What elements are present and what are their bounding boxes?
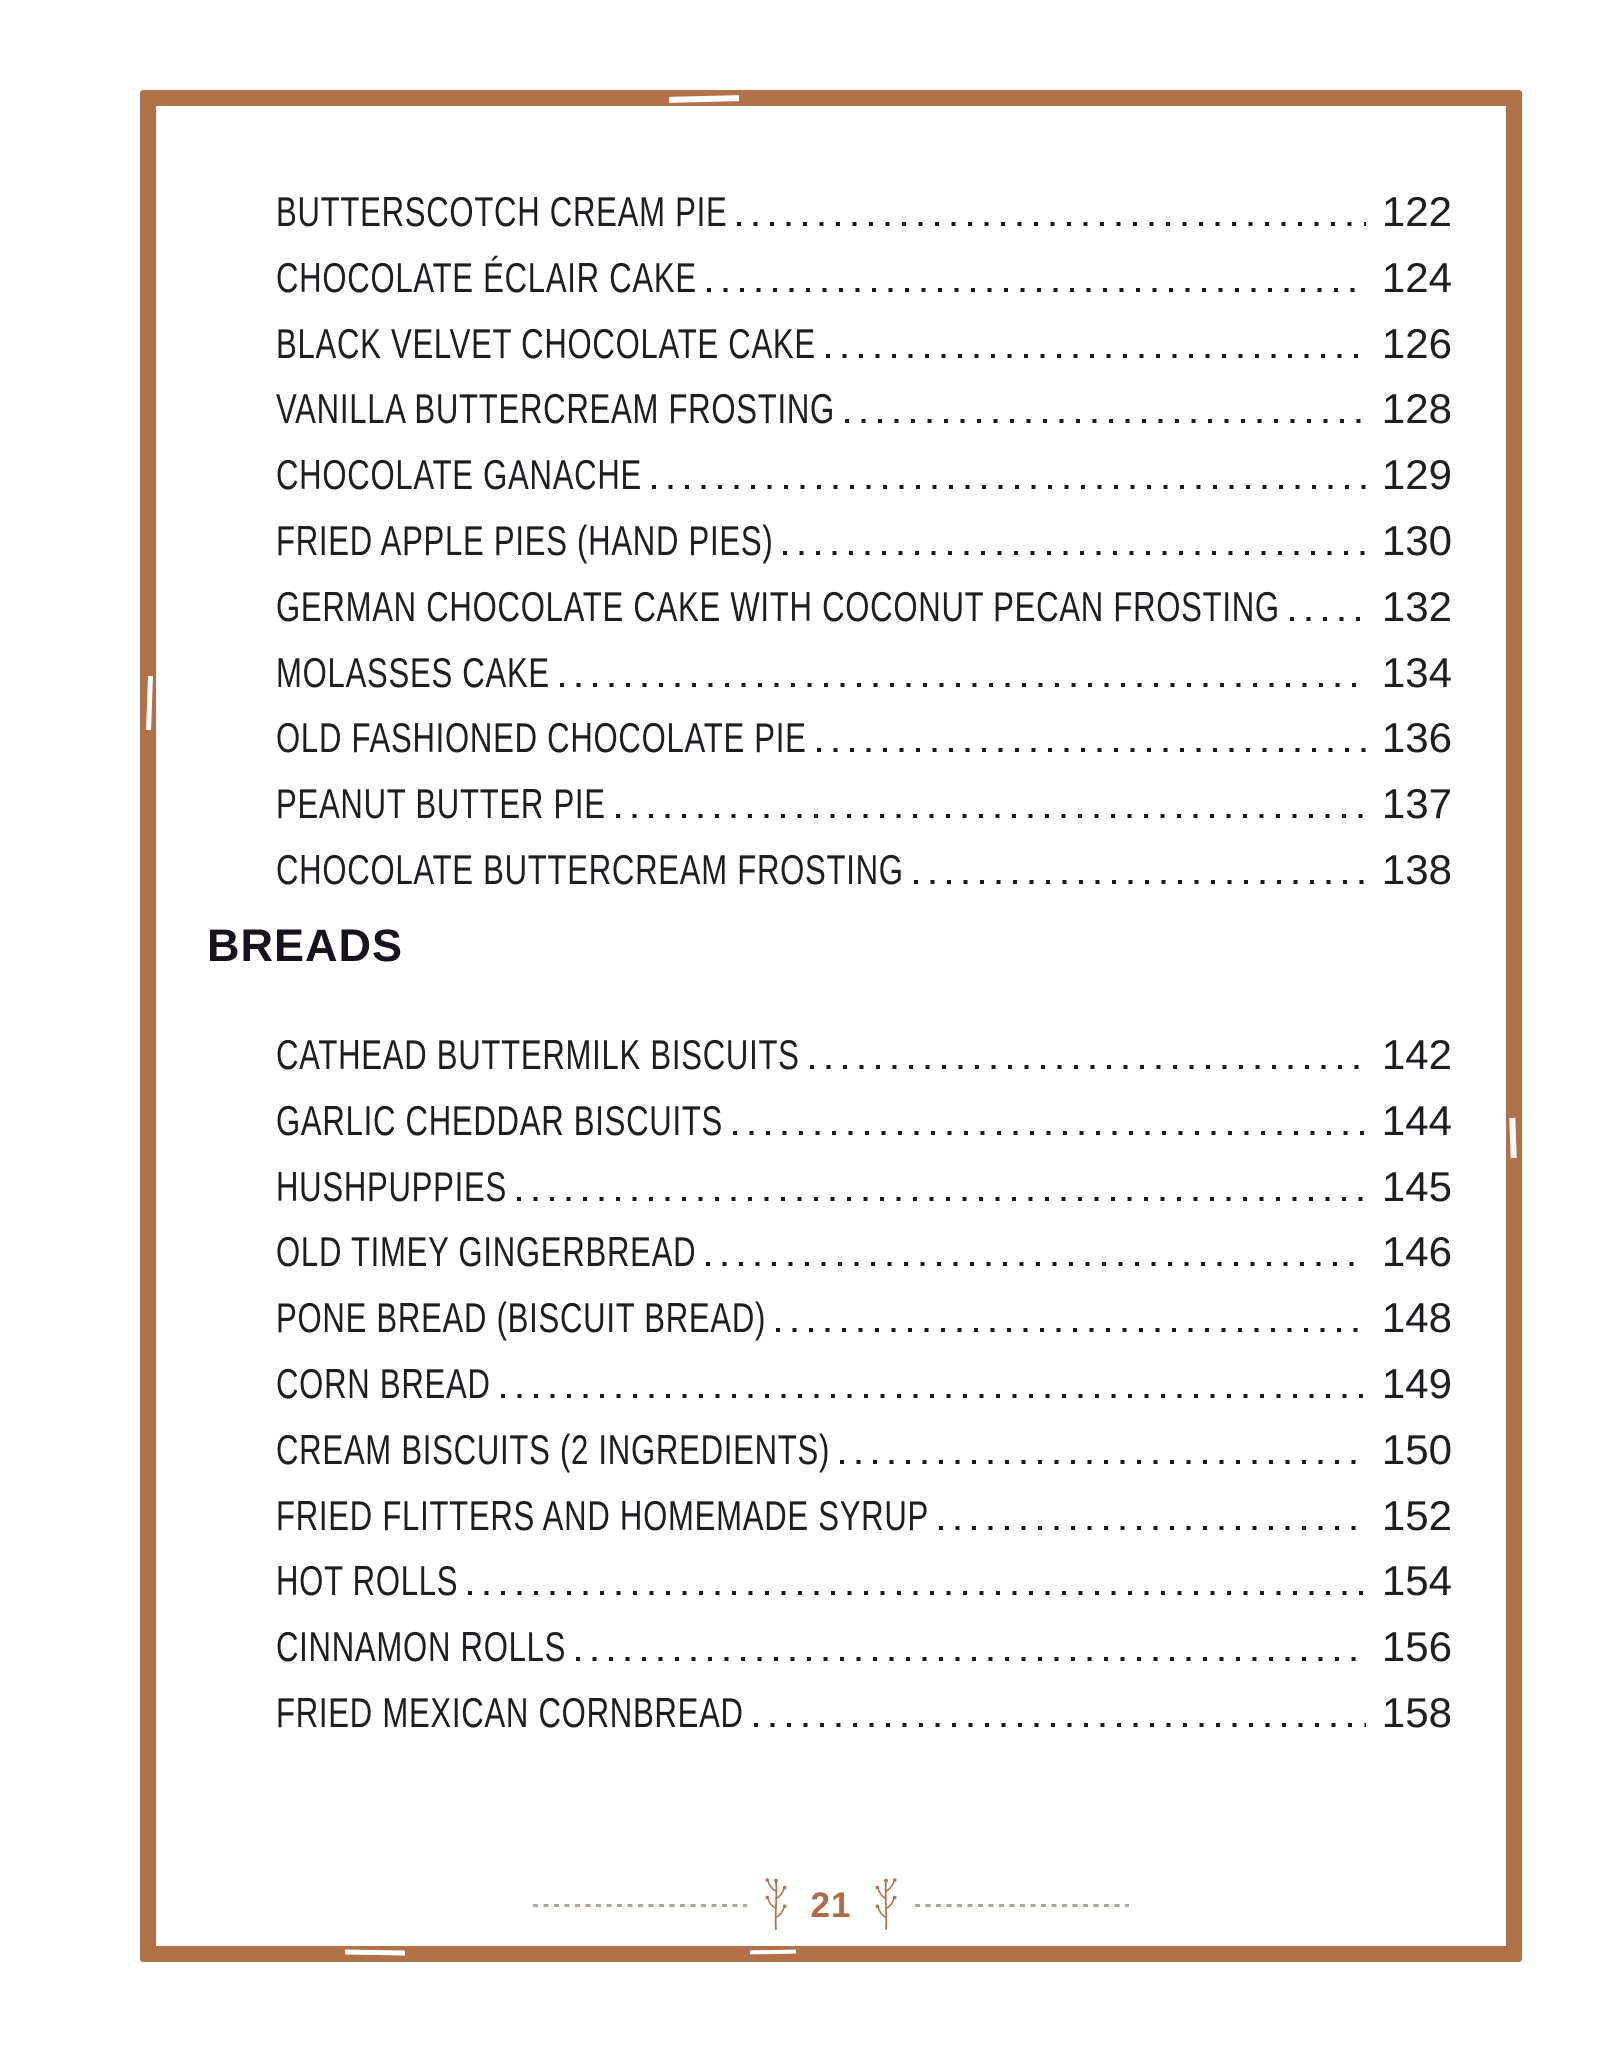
toc-entry-page-number: 148 — [1381, 1294, 1452, 1342]
footer-dash-right — [915, 1904, 1129, 1907]
toc-entry[interactable] — [276, 1088, 1452, 1154]
toc-entry[interactable] — [276, 508, 1452, 574]
toc-entry-title: CREAM BISCUITS (2 INGREDIENTS) — [276, 1425, 831, 1473]
toc-entry-title: MOLASSES CAKE — [276, 648, 550, 696]
toc-entry-title: OLD TIMEY GINGERBREAD — [276, 1228, 697, 1276]
toc-entry[interactable] — [276, 1614, 1452, 1680]
toc-entry-title: PEANUT BUTTER PIE — [276, 780, 606, 828]
border-gap — [1509, 1118, 1516, 1158]
toc-entry-title: FRIED MEXICAN CORNBREAD — [276, 1688, 744, 1736]
toc-entry-page-number: 132 — [1381, 582, 1452, 630]
toc-entry-title: GERMAN CHOCOLATE CAKE WITH COCONUT PECAN FROSTING — [276, 582, 1280, 630]
toc-entry-page-number: 130 — [1381, 516, 1452, 564]
toc-entry-page-number: 137 — [1381, 780, 1452, 828]
toc-entry-page-number: 152 — [1381, 1491, 1452, 1539]
toc-entry[interactable] — [276, 771, 1452, 837]
dot-leader — [1290, 617, 1366, 621]
toc-entry[interactable] — [276, 1154, 1452, 1220]
dot-leader — [776, 1328, 1366, 1332]
dot-leader — [501, 1394, 1366, 1398]
toc-entry-title: VANILLA BUTTERCREAM FROSTING — [276, 385, 835, 433]
toc-entry[interactable] — [276, 179, 1452, 245]
page-footer — [140, 1877, 1522, 1933]
toc-entry-page-number: 146 — [1381, 1228, 1452, 1276]
toc-entry[interactable] — [276, 837, 1452, 903]
toc-entry-title: OLD FASHIONED CHOCOLATE PIE — [276, 714, 807, 762]
toc-entry-title: CHOCOLATE ÉCLAIR CAKE — [276, 253, 697, 301]
page-number: 21 — [810, 1885, 852, 1925]
dot-leader — [652, 485, 1366, 489]
toc-entry-title: FRIED APPLE PIES (HAND PIES) — [276, 516, 774, 564]
section-heading-breads: BREADS — [207, 920, 404, 971]
toc-entry-page-number: 136 — [1381, 714, 1452, 762]
toc-entry-title: BUTTERSCOTCH CREAM PIE — [276, 188, 728, 235]
toc-section-desserts — [276, 179, 1452, 903]
dot-leader — [783, 551, 1366, 555]
dot-leader — [468, 1591, 1366, 1595]
dot-leader — [826, 354, 1366, 358]
toc-entry-page-number: 144 — [1381, 1096, 1452, 1144]
toc-section-breads — [276, 1022, 1452, 1746]
toc-entry-title: CINNAMON ROLLS — [276, 1623, 567, 1671]
dot-leader — [576, 1657, 1366, 1661]
dot-leader — [517, 1197, 1366, 1201]
dot-leader — [560, 683, 1366, 687]
dot-leader — [707, 288, 1366, 292]
border-gap — [146, 676, 153, 730]
toc-entry[interactable] — [276, 1483, 1452, 1549]
toc-entry-page-number: 138 — [1381, 845, 1452, 893]
toc-entry[interactable] — [276, 376, 1452, 442]
toc-entry-title: CHOCOLATE BUTTERCREAM FROSTING — [276, 845, 904, 893]
dot-leader — [840, 1460, 1366, 1464]
dot-leader — [939, 1526, 1366, 1530]
toc-entry-page-number: 154 — [1381, 1557, 1452, 1605]
toc-entry-page-number: 149 — [1381, 1359, 1452, 1407]
toc-entry[interactable] — [276, 640, 1452, 706]
toc-entry[interactable] — [276, 1417, 1452, 1483]
toc-entry-title: CHOCOLATE GANACHE — [276, 451, 643, 499]
toc-entry-title: PONE BREAD (BISCUIT BREAD) — [276, 1294, 767, 1342]
toc-entry-title: CORN BREAD — [276, 1359, 491, 1407]
dot-leader — [737, 222, 1366, 226]
toc-entry-title: HOT ROLLS — [276, 1557, 459, 1605]
toc-entry-title: HUSHPUPPIES — [276, 1162, 507, 1210]
toc-entry[interactable] — [276, 1022, 1452, 1088]
toc-entry-page-number: 134 — [1381, 648, 1452, 696]
border-gap — [669, 95, 739, 103]
toc-entry-page-number: 128 — [1381, 385, 1452, 433]
toc-entry-title: BLACK VELVET CHOCOLATE CAKE — [276, 319, 816, 367]
toc-entry[interactable] — [276, 442, 1452, 508]
flourish-right-icon — [871, 1877, 901, 1933]
toc-entry[interactable] — [276, 1351, 1452, 1417]
toc-entry-title: FRIED FLITTERS AND HOMEMADE SYRUP — [276, 1491, 930, 1539]
flourish-left-icon — [761, 1877, 791, 1933]
toc-entry[interactable] — [276, 1680, 1452, 1746]
toc-entry[interactable] — [276, 705, 1452, 771]
toc-entry-page-number: 158 — [1381, 1688, 1452, 1736]
toc-entry[interactable] — [276, 245, 1452, 311]
toc-entry-title: CATHEAD BUTTERMILK BISCUITS — [276, 1031, 800, 1078]
dot-leader — [810, 1065, 1366, 1069]
footer-dash-left — [533, 1904, 747, 1907]
border-gap — [750, 1950, 796, 1955]
toc-entry[interactable] — [276, 1219, 1452, 1285]
dot-leader — [706, 1262, 1366, 1266]
border-gap — [345, 1949, 405, 1955]
toc-entry-page-number: 124 — [1381, 253, 1452, 301]
toc-entry-page-number: 145 — [1381, 1162, 1452, 1210]
toc-entry-page-number: 129 — [1381, 451, 1452, 499]
dot-leader — [616, 814, 1366, 818]
toc-entry-page-number: 156 — [1381, 1623, 1452, 1671]
dot-leader — [914, 880, 1366, 884]
dot-leader — [817, 748, 1366, 752]
dot-leader — [754, 1723, 1366, 1727]
toc-entry-page-number: 122 — [1381, 188, 1452, 235]
toc-entry[interactable] — [276, 1548, 1452, 1614]
dot-leader — [733, 1131, 1366, 1135]
toc-entry-title: GARLIC CHEDDAR BISCUITS — [276, 1096, 724, 1144]
dot-leader — [845, 419, 1366, 423]
toc-entry-page-number: 150 — [1381, 1425, 1452, 1473]
toc-entry[interactable] — [276, 311, 1452, 377]
toc-entry-page-number: 142 — [1381, 1031, 1452, 1078]
toc-entry[interactable] — [276, 1285, 1452, 1351]
toc-entry-page-number: 126 — [1381, 319, 1452, 367]
toc-entry[interactable] — [276, 574, 1452, 640]
